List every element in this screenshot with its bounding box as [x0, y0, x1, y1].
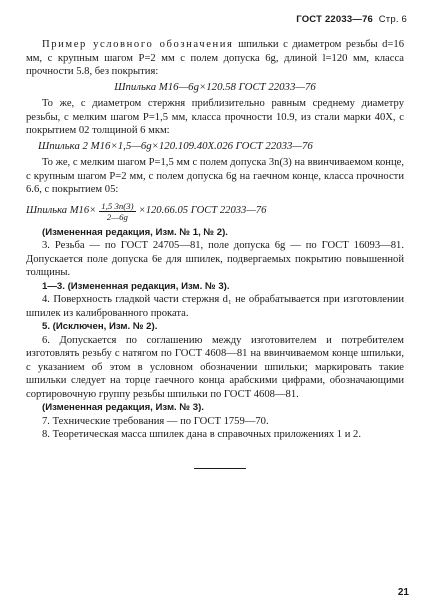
standard-number: ГОСТ 22033—76 — [296, 14, 374, 25]
fraction-numerator: 1,5 3n(3) — [101, 200, 134, 211]
designation-formula-2: Шпилька 2 M16×1,5—6g×120.109.40X.026 ГОСТ 22033—76 — [38, 139, 313, 152]
end-divider — [194, 468, 246, 469]
designation-formula-1: Шпилька M16—6g×120.58 ГОСТ 22033—76 — [114, 80, 316, 93]
clause-5: 5. (Исключен, Изм. № 2). — [42, 321, 158, 332]
variant-paragraph-1: То же, с диаметром стержня приблизительно равным среднему диаметру резьбы, с мелким шагом P=1,5 мм, класса прочности 10.9, из стали марки 40Х, с покрытием 02 толщиной 6 мкм: — [26, 98, 404, 136]
clause-8: 8. Теоретическая масса шпилек дана в справочных приложениях 1 и 2. — [42, 429, 362, 440]
variant-paragraph-2: То же, с мелким шагом P=1,5 мм с полем допуска 3n(3) на ввинчиваемом конце, с крупным шагом P=2 мм, с полем допуска 6g на гаечном конце, класса прочности 6.6, с покрытием 05: — [26, 157, 404, 195]
revision-note-2: 1—3. (Измененная редакция, Изм. № 3). — [42, 280, 230, 292]
revision-note-3: (Измененная редакция, Изм. № 3). — [42, 402, 204, 413]
formula-3-suffix: ×120.66.05 ГОСТ 22033—76 — [138, 205, 267, 217]
clause-4: 4. Поверхность гладкой части стержня d₁ не обрабатывается при изготовлении шпилек из калиброванного проката. — [26, 294, 404, 319]
thread-fraction — [99, 201, 135, 222]
example-text: шпильки с диаметром резьбы d=16 мм, с крупным шагом P=2 мм с полем допуска 6g, длиной l=120 мм, класса прочности 5.8, без покрытия: — [26, 39, 404, 77]
formula-3-prefix: Шпилька M16× — [26, 205, 97, 217]
clause-7: 7. Технические требования — по ГОСТ 1759—70. — [42, 415, 269, 427]
page-number: 21 — [397, 587, 409, 598]
page-label: Стр. 6 — [378, 14, 407, 25]
example-lead: Пример условного обозначения — [42, 39, 234, 50]
clause-6: 6. Допускается по соглашению между изготовителем и потребителем изготовлять резьбу с натягом по ГОСТ 4608—81 на ввинчиваемом конце шпильки, с указанием об этом в условном обозначении шпильки; маркировать такие шпильки следует на торце гаечного конца арабскими цифрами, обозначающими сортировочную группу резьбы шпильки по ГОСТ 4608—81. — [26, 334, 404, 400]
example-paragraph — [26, 38, 404, 79]
document-body — [26, 38, 404, 442]
revision-note-1: (Измененная редакция, Изм. № 1, № 2). — [42, 226, 228, 238]
page-header — [296, 14, 407, 25]
fraction-denominator: 2—6g — [106, 211, 128, 222]
designation-formula-3 — [26, 201, 404, 222]
clause-3: 3. Резьба — по ГОСТ 24705—81, поле допуска 6g — по ГОСТ 16093—81. Допускается поле допуска 6e для шпилек, подвергаемых покрытию повышенной толщины. — [26, 240, 404, 278]
